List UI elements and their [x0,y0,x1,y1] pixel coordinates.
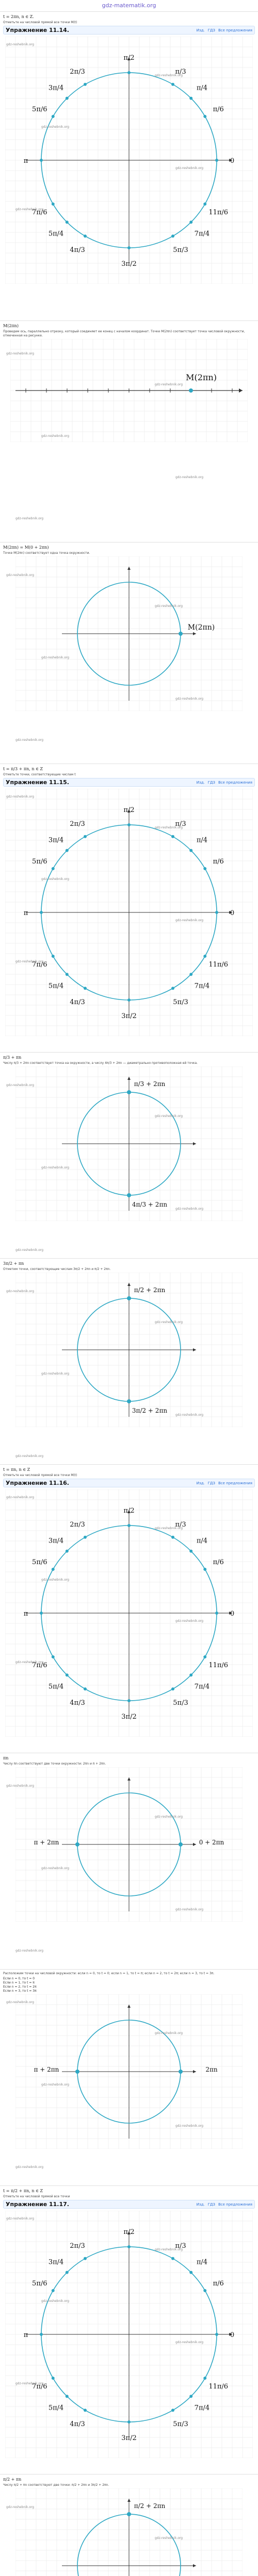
circle-point [52,115,55,118]
exercise-nav-link[interactable]: Все предложения [218,28,252,32]
angle-label: 7π/4 [194,230,210,238]
watermark-text: gdz-reshebnik.org [15,1454,44,1458]
circle-point [52,1568,55,1571]
circle-point [66,97,69,100]
watermark-text: gdz-reshebnik.org [175,919,204,922]
circle-point [127,1699,131,1702]
caption: Отметьте на числовой прямой все точки [3,2195,70,2198]
exercise-section [0,320,258,542]
exercise-section [0,1464,258,1753]
exercise-bar [3,778,255,787]
x-axis-arrow-icon [193,2070,196,2073]
angle-label: 5π/6 [32,106,47,113]
angle-label: 7π/4 [194,2404,210,2412]
watermark-text: gdz-reshebnik.org [15,738,44,742]
explanation-note: Отметим точки, соответствующие числам 3π/2 + 2πn и π/2 + 2πn. [3,1267,111,1271]
watermark-text: gdz-reshebnik.org [41,1578,70,1582]
point-label: π + 2πn [34,2066,59,2073]
angle-label: 11π/6 [208,961,229,969]
caption: Отметьте на числовой прямой все точки M(t) [3,1473,77,1477]
angle-label: 3π/2 [121,2434,137,2442]
angle-label: 7π/6 [32,2383,47,2391]
x-axis-arrow-icon [193,1348,196,1351]
circle-point [84,1687,87,1690]
unit-circle-figure [5,789,253,1036]
marked-point [75,1842,79,1846]
formula: π/2 + πn [3,2477,22,2482]
explanation-note: Числу πn соответствуют две точки окружности: 2πn и π + 2πn. [3,1762,106,1766]
angle-label: π/4 [196,836,208,844]
x-axis-arrow-icon [193,1843,196,1846]
watermark-text: gdz-reshebnik.org [6,573,35,577]
watermark-text: gdz-reshebnik.org [155,604,183,608]
circle-point [66,221,69,224]
circle-point [171,2409,174,2412]
circle-figure [15,556,243,711]
y-axis-arrow-icon [127,2499,131,2502]
circle-point [66,1673,69,1676]
angle-label: π/2 [123,54,135,62]
circle-point [203,202,206,206]
exercise-nav-link[interactable]: ГДЗ [207,780,215,785]
list-item: Если n = 2, то t = 2π [3,1985,37,1989]
angle-label: 5π/4 [48,230,64,238]
circle-point [52,867,55,870]
watermark-text: gdz-reshebnik.org [175,2341,204,2344]
angle-label: 5π/6 [32,2280,47,2287]
formula: π/3 + πn [3,1055,22,1060]
exercise-section [0,2474,258,2576]
circle-point [189,1550,192,1553]
circle-point [189,2395,192,2398]
circle-point [189,2271,192,2274]
circle-point [40,2333,43,2336]
marked-point [179,1842,183,1846]
y-axis-arrow-icon [127,1777,131,1781]
y-axis-arrow-icon [127,2005,131,2008]
point-label: π/2 + 2πn [134,2502,166,2510]
circle-point [171,2257,174,2260]
exercise-bar [3,2200,255,2209]
angle-label: 2π/3 [70,2242,85,2250]
watermark-text: gdz-reshebnik.org [6,1083,35,1087]
angle-label: 3π/4 [48,836,64,844]
watermark-text: gdz-reshebnik.org [41,2083,70,2087]
circle-point [215,2333,218,2336]
exercise-bar [3,26,255,35]
watermark-text: gdz-reshebnik.org [6,1290,35,1293]
angle-label: 3π/2 [121,1713,137,1721]
angle-label: π [23,2331,28,2339]
explanation-note: Числу π/2 + πn соответствуют две точки: π/2 + 2πn и 3π/2 + 2πn. [3,2483,109,2487]
list-item: Если n = 0, то t = 0 [3,1977,35,1980]
marked-point [127,1399,131,1403]
exercise-nav-link[interactable]: Изд. [196,1481,205,1485]
watermark-text: gdz-reshebnik.org [155,826,183,829]
angle-label: π/6 [213,106,224,113]
exercise-bar [3,1479,255,1487]
watermark-text: gdz-reshebnik.org [15,208,44,211]
formula: t = π/2 + πn, n ∈ Z [3,2189,43,2193]
marked-point [179,2070,183,2074]
exercise-title: Упражнение 11.14. [6,27,69,33]
circle-figure [15,1066,243,1221]
watermark-text: gdz-reshebnik.org [6,352,35,355]
formula: M(2πn) = M(0 + 2πn) [3,545,49,550]
watermark-text: gdz-reshebnik.org [41,656,70,659]
circle-point [84,987,87,990]
list-item: Если n = 3, то t = 3π [3,1989,37,1993]
angle-label: 5π/3 [173,2420,188,2429]
angle-label: 5π/4 [48,982,64,990]
circle-point [66,973,69,976]
watermark-text: gdz-reshebnik.org [41,877,70,881]
circle-figure [15,1273,243,1427]
angle-label: 3π/2 [121,1012,137,1020]
unit-circle-figure [5,37,253,284]
angle-label: π/2 [123,806,135,814]
exercise-nav-link[interactable]: Изд. [196,780,205,785]
exercise-section [0,542,258,764]
circle-point [189,221,192,224]
angle-label: π/4 [196,1537,208,1545]
number-line-arrow-icon [239,388,243,393]
circle-point [40,911,43,914]
circle-point [215,159,218,162]
angle-label: π/3 [175,820,186,828]
watermark-text: gdz-reshebnik.org [41,1372,70,1376]
watermark-text: gdz-reshebnik.org [41,2299,70,2303]
list-item: Если n = 1, то t = π [3,1981,35,1985]
watermark-text: gdz-reshebnik.org [155,1527,183,1530]
x-axis-arrow-icon [193,2564,196,2567]
exercise-title: Упражнение 11.17. [6,2201,69,2208]
watermark-text: gdz-reshebnik.org [155,2536,183,2540]
circle-point [84,83,87,86]
circle-point [127,2420,131,2424]
angle-label: π/3 [175,1520,186,1529]
formula: πn [3,1756,9,1760]
circle-point [84,234,87,238]
circle-point [189,849,192,852]
y-axis-arrow-icon [127,1283,131,1286]
angle-label: π/6 [213,2280,224,2287]
circle-point [189,1673,192,1676]
angle-label: 2π/3 [70,67,85,76]
circle-point [127,998,131,1002]
step-list [3,1977,255,1993]
formula: M(2πn) [3,324,19,328]
circle-point [84,2257,87,2260]
angle-label: 7π/4 [194,982,210,990]
circle-figure [15,1767,243,1922]
circle-point [52,202,55,206]
circle-point [84,2409,87,2412]
unit-circle-figure [5,2211,253,2458]
angle-label: 5π/6 [32,858,47,866]
watermark-text: gdz-reshebnik.org [6,2505,35,2509]
circle-point [171,1687,174,1690]
explanation-note: Расположим точки на числовой окружности: если n = 0, то t = 0; если n = 1, то t = π; если n = 2, то t = 2π; если n = 3, то t = 3π. [3,1972,215,1975]
circle-point [66,849,69,852]
circle-point [215,911,218,914]
circle-point [171,835,174,838]
angle-label: 11π/6 [208,209,229,216]
explanation-note: Проведем ось, параллельно отрезку, который соединяет ее конец с началом координат. Точке M(2πn) соответствует точка числовой окружности, отмеченная на рисунке. [3,330,245,337]
angle-label: π/4 [196,84,208,92]
circle-point [127,71,131,74]
point-label: π/3 + 2πn [134,1080,166,1088]
angle-label: π [23,157,28,165]
angle-label: 7π/4 [194,1683,210,1691]
point-label: M(2πn) [186,372,217,382]
circle-point [203,2289,206,2292]
angle-label: 3π/4 [48,1537,64,1545]
watermark-text: gdz-reshebnik.org [15,1248,44,1252]
watermark-text: gdz-reshebnik.org [6,2217,35,2221]
watermark-text: gdz-reshebnik.org [15,517,44,520]
exercise-links [197,2202,252,2207]
angle-label: 5π/3 [173,1699,188,1707]
watermark-text: gdz-reshebnik.org [6,2001,35,2004]
circle-point [171,987,174,990]
angle-label: 5π/3 [173,998,188,1007]
x-axis-arrow-icon [193,1142,196,1145]
watermark-text: gdz-reshebnik.org [6,43,35,46]
angle-label: π/2 [123,1507,135,1515]
angle-label: 3π/4 [48,84,64,92]
circle-point [52,2377,55,2380]
circle-point [189,973,192,976]
circle-point [203,867,206,870]
watermark-text: gdz-reshebnik.org [175,697,204,701]
angle-label: 0 [230,2331,235,2339]
formula: t = π/3 + πn, n ∈ Z [3,767,43,771]
circle-figure [15,1994,243,2149]
circle-point [215,1612,218,1615]
circle-point [203,955,206,958]
circle-figure [15,2488,243,2576]
exercise-nav-link[interactable]: Все предложения [218,2202,252,2207]
angle-label: 7π/6 [32,209,47,216]
watermark-text: gdz-reshebnik.org [175,2124,204,2128]
watermark-text: gdz-reshebnik.org [155,1114,183,1118]
angle-label: 7π/6 [32,961,47,969]
exercise-nav-link[interactable]: ГДЗ [207,28,215,32]
marked-point [189,388,193,393]
angle-label: 0 [230,157,235,165]
formula: t = 2πn, n ∈ Z. [3,14,34,19]
watermark-text: gdz-reshebnik.org [15,960,44,963]
angle-label: 11π/6 [208,1662,229,1669]
circle-point [189,97,192,100]
exercise-links [197,28,252,32]
watermark-text: gdz-reshebnik.org [155,2248,183,2251]
angle-label: 4π/3 [70,1699,85,1707]
angle-label: π [23,1610,28,1618]
exercise-section [0,1258,258,1464]
watermark-text: gdz-reshebnik.org [15,2165,44,2169]
watermark-text: gdz-reshebnik.org [175,1619,204,1623]
angle-label: π/4 [196,2258,208,2266]
exercise-nav-link[interactable]: Изд. [196,28,205,32]
circle-point [40,159,43,162]
circle-point [127,246,131,249]
circle-point [127,2245,131,2248]
circle-point [203,115,206,118]
watermark-text: gdz-reshebnik.org [41,434,70,438]
y-axis-arrow-icon [127,567,131,570]
watermark-text: gdz-reshebnik.org [6,1784,35,1788]
marked-point [127,1296,131,1300]
angle-label: π/6 [213,858,224,866]
angle-label: π/6 [213,1558,224,1566]
circle-point [66,2395,69,2398]
exercise-section [0,764,258,1052]
formula: 3π/2 + πn [3,1261,24,1266]
watermark-text: gdz-reshebnik.org [175,1207,204,1211]
angle-label: π/3 [175,67,186,76]
exercise-links [197,1481,252,1485]
watermark-text: gdz-reshebnik.org [41,1166,70,1170]
circle-point [171,234,174,238]
point-label: 0 + 2πn [199,1839,224,1846]
circle-point [52,1655,55,1658]
circle-point [66,2271,69,2274]
circle-point [40,1612,43,1615]
explanation-note: Точке M(2πn) соответствует одна точка окружности. [3,551,90,555]
angle-label: π/2 [123,2228,135,2236]
angle-label: 7π/6 [32,1662,47,1669]
point-label: 2πn [205,2066,218,2073]
exercise-nav-link[interactable]: Все предложения [218,1481,252,1485]
formula: t = πn, n ∈ Z [3,1467,30,1472]
watermark-text: gdz-reshebnik.org [155,74,183,77]
watermark-text: gdz-reshebnik.org [155,2031,183,2035]
watermark-text: gdz-reshebnik.org [6,795,35,799]
angle-label: 5π/4 [48,2404,64,2412]
angle-label: 3π/2 [121,260,137,268]
explanation-note: Числу π/3 + 2πn соответствует точка на окружности, а числу 4π/3 + 2πn — диаметрально противоположная ей точка. [3,1061,198,1065]
angle-label: 0 [230,1610,235,1618]
circle-point [52,2289,55,2292]
site-header [0,0,258,11]
watermark-text: gdz-reshebnik.org [15,1949,44,1953]
point-label: 4π/3 + 2πn [132,1201,168,1208]
point-label: M(2πn) [187,623,215,632]
angle-label: 5π/4 [48,1683,64,1691]
exercise-nav-link[interactable]: ГДЗ [207,1481,215,1485]
angle-label: 2π/3 [70,820,85,828]
circle-point [171,1536,174,1539]
watermark-text: gdz-reshebnik.org [175,476,204,479]
point-label: π/2 + 2πn [134,1286,166,1294]
y-axis-arrow-icon [127,1077,131,1080]
angle-label: π [23,909,28,917]
marked-point [127,2512,131,2516]
watermark-text: gdz-reshebnik.org [15,1660,44,1664]
exercise-section [0,1969,258,2185]
exercise-links [197,781,252,785]
content [0,11,258,2576]
caption: Отметьте на числовой прямой все точки M(t) [3,21,77,24]
watermark-text: gdz-reshebnik.org [175,1413,204,1417]
exercise-section [0,1753,258,1969]
circle-point [66,1550,69,1553]
circle-point [84,1536,87,1539]
watermark-text: gdz-reshebnik.org [41,1867,70,1870]
angle-label: 5π/6 [32,1558,47,1566]
angle-label: 2π/3 [70,1520,85,1529]
watermark-text: gdz-reshebnik.org [6,1496,35,1499]
watermark-text: gdz-reshebnik.org [175,166,204,170]
unit-circle-figure [5,1489,253,1737]
angle-label: 4π/3 [70,246,85,255]
point-label: π + 2πn [34,1839,59,1846]
angle-label: 0 [230,909,235,917]
marked-point [127,1090,131,1094]
circle-point [203,1655,206,1658]
exercise-nav-link[interactable]: Все предложения [218,780,252,785]
circle-point [203,2377,206,2380]
exercise-nav-link[interactable]: ГДЗ [207,2202,215,2207]
watermark-text: gdz-reshebnik.org [155,1815,183,1819]
angle-label: 11π/6 [208,2383,229,2391]
angle-label: π/3 [175,2242,186,2250]
watermark-text: gdz-reshebnik.org [41,125,70,129]
angle-label: 4π/3 [70,2420,85,2429]
circle-point [171,83,174,86]
circle-point [203,1568,206,1571]
marked-point [179,632,183,636]
axis-figure [10,339,248,442]
watermark-text: gdz-reshebnik.org [15,2382,44,2385]
marked-point [75,2070,79,2074]
circle-point [84,835,87,838]
site-title[interactable]: gdz-matematik.org [102,2,156,9]
marked-point [127,1193,131,1197]
angle-label: 4π/3 [70,998,85,1007]
x-axis-arrow-icon [193,632,196,635]
exercise-section [0,1052,258,1258]
exercise-title: Упражнение 11.16. [6,1480,69,1486]
exercise-section [0,2185,258,2474]
circle-point [127,823,131,826]
point-label: 3π/2 + 2πn [132,1407,168,1414]
angle-label: 5π/3 [173,246,188,255]
exercise-section [0,11,258,320]
watermark-text: gdz-reshebnik.org [155,383,183,386]
exercise-nav-link[interactable]: Изд. [196,2202,205,2207]
watermark-text: gdz-reshebnik.org [155,1320,183,1324]
circle-point [52,955,55,958]
angle-label: 3π/4 [48,2258,64,2266]
caption: Отметьте точки, соответствующие числам t [3,773,76,776]
circle-point [127,1524,131,1527]
exercise-title: Упражнение 11.15. [6,779,69,786]
watermark-text: gdz-reshebnik.org [175,1908,204,1911]
